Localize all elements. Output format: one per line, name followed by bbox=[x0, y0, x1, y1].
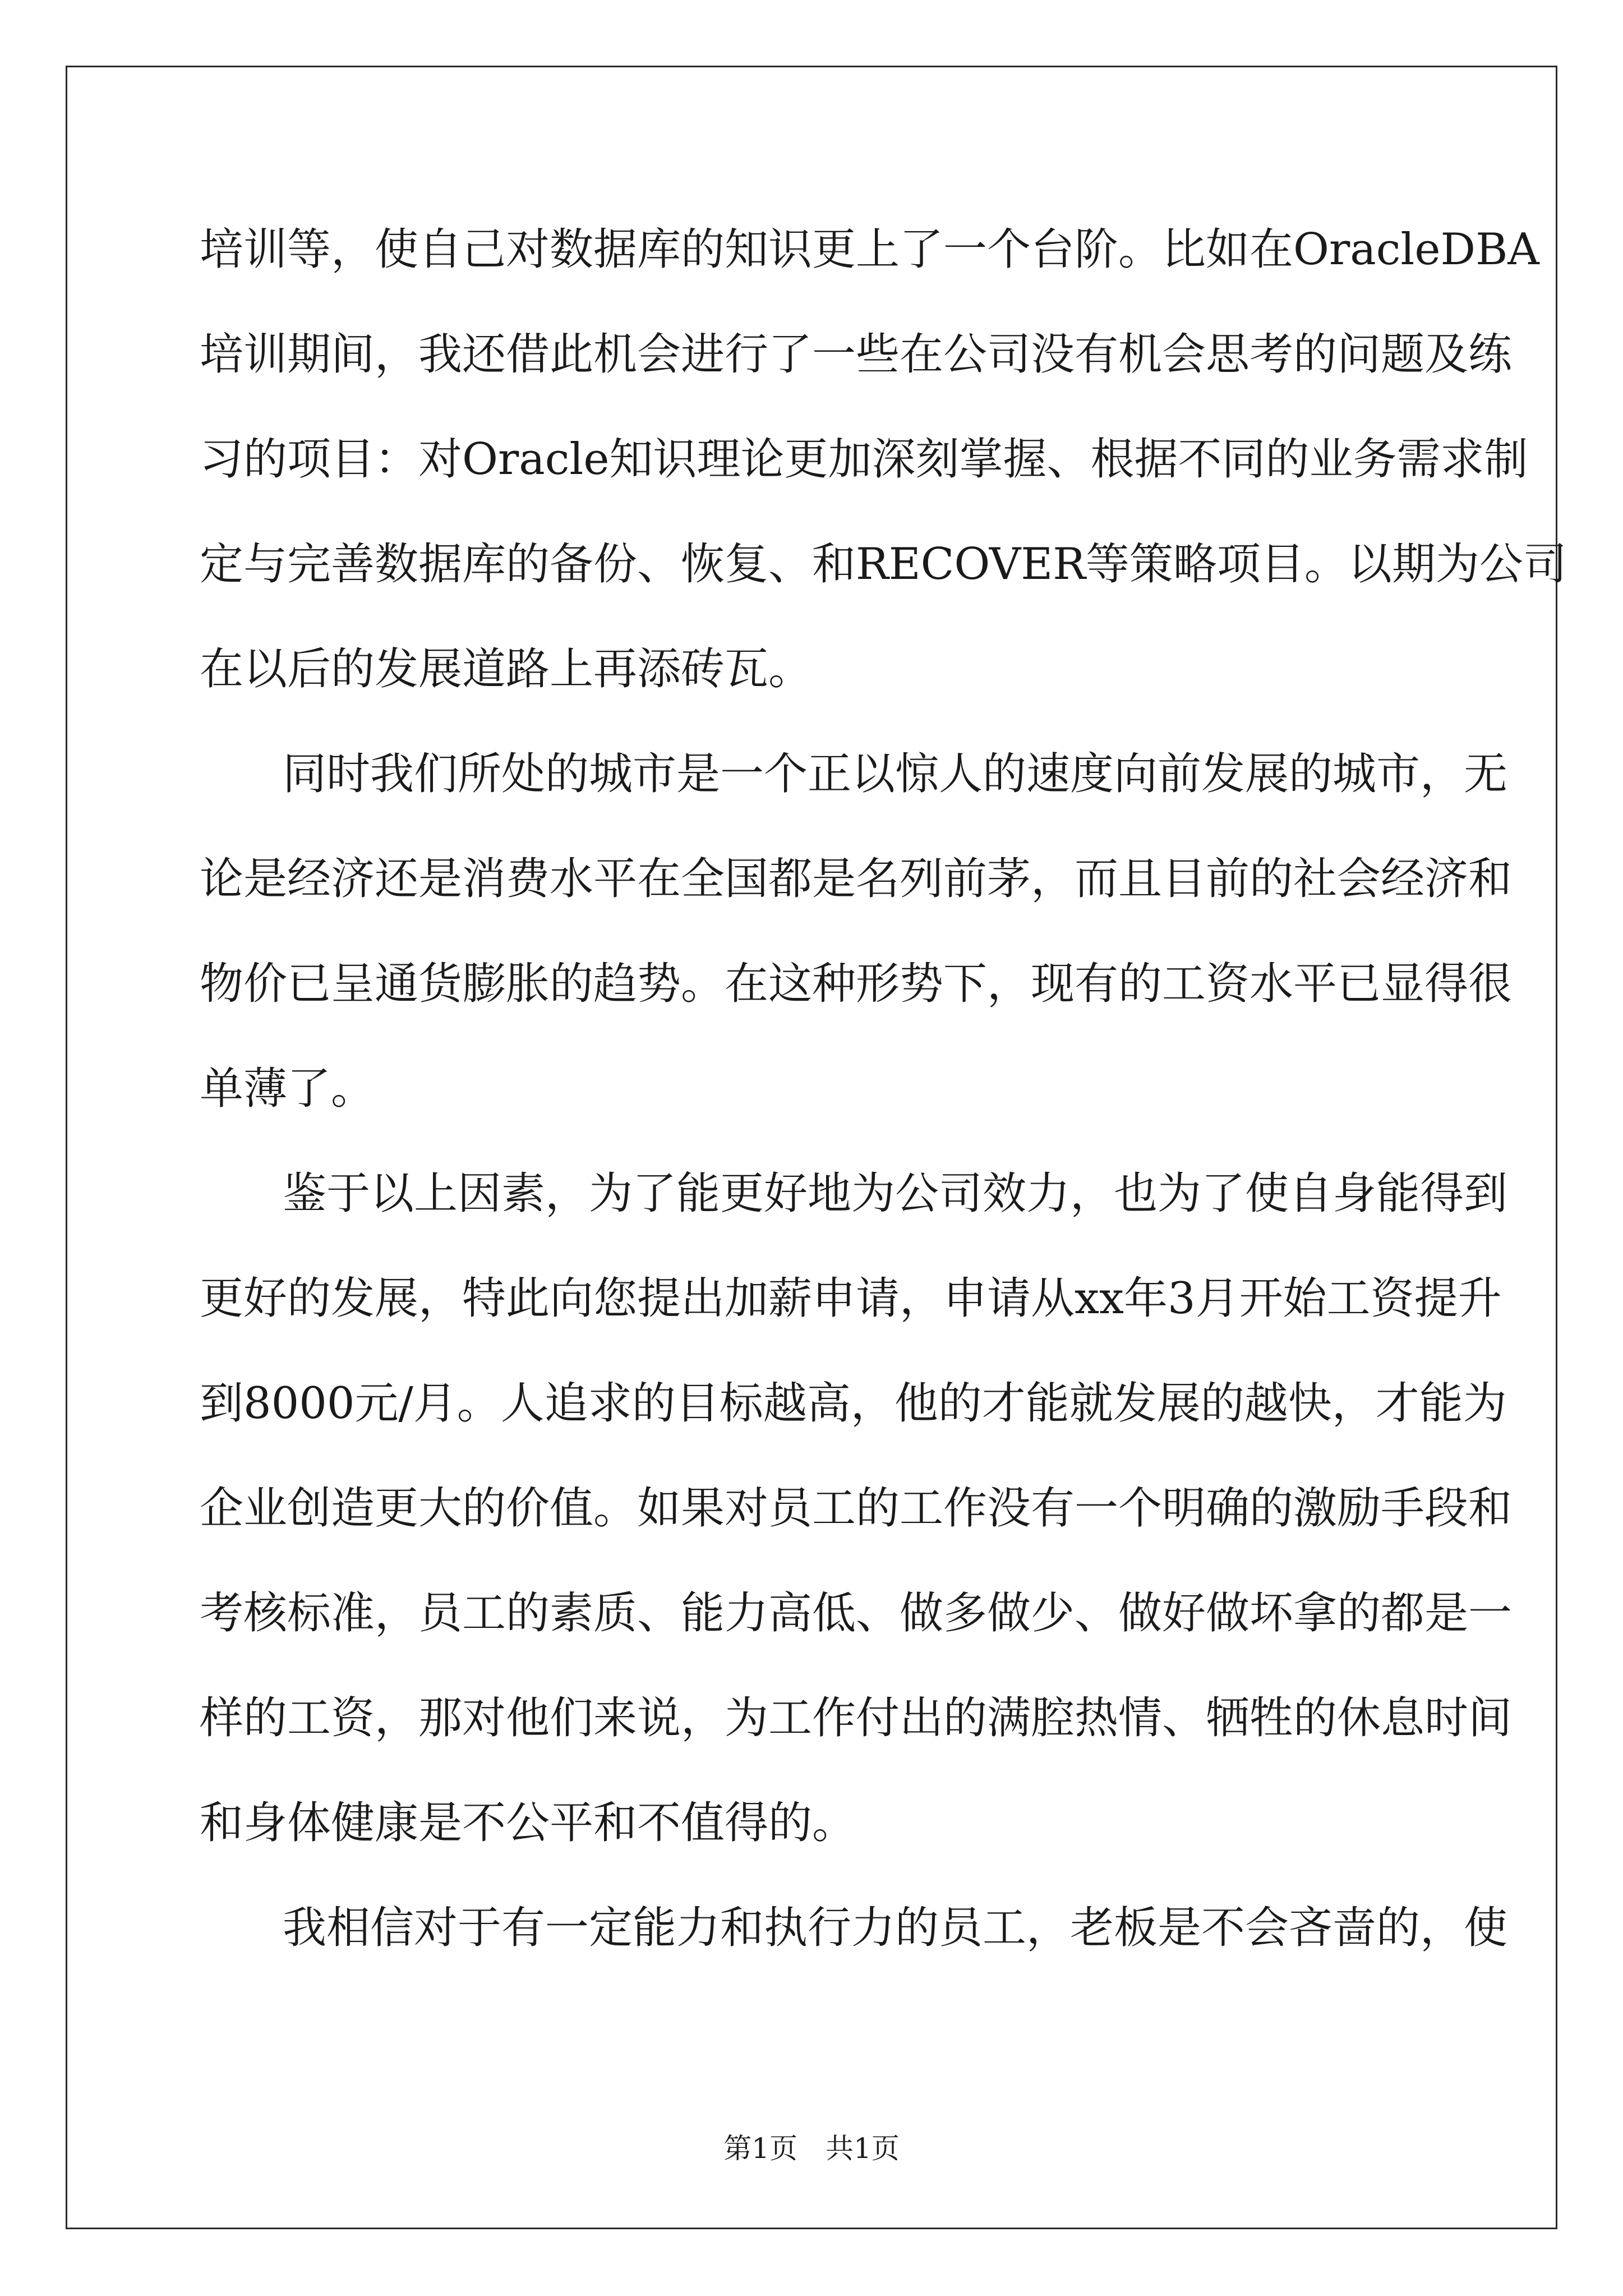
text-line: 鉴于以上因素，为了能更好地为公司效力，也为了使自身能得到 bbox=[283, 1168, 1508, 1219]
text-line: 单薄了。 bbox=[200, 1064, 375, 1114]
text-line: 我相信对于有一定能力和执行力的员工，老板是不会吝啬的，使 bbox=[283, 1903, 1508, 1953]
text-line: 在以后的发展道路上再添砖瓦。 bbox=[200, 644, 813, 694]
text-line: 和身体健康是不公平和不值得的。 bbox=[200, 1798, 856, 1848]
text-line: 同时我们所处的城市是一个正以惊人的速度向前发展的城市，无 bbox=[283, 749, 1508, 799]
text-line: 样的工资，那对他们来说，为工作付出的满腔热情、牺牲的休息时间 bbox=[200, 1693, 1513, 1743]
text-line: 论是经济还是消费水平在全国都是名列前茅，而且目前的社会经济和 bbox=[200, 854, 1513, 904]
text-line: 物价已呈通货膨胀的趋势。在这种形势下，现有的工资水平已显得很 bbox=[200, 959, 1513, 1009]
text-line: 定与完善数据库的备份、恢复、和RECOVER等策略项目。以期为公司 bbox=[200, 539, 1567, 590]
document-body bbox=[200, 219, 1567, 2002]
text-line: 更好的发展，特此向您提出加薪申请，申请从xx年3月开始工资提升 bbox=[200, 1273, 1502, 1324]
text-line: 习的项目：对Oracle知识理论更加深刻掌握、根据不同的业务需求制 bbox=[200, 434, 1528, 485]
text-line: 到8000元/月。人追求的目标越高，他的才能就发展的越快，才能为 bbox=[200, 1378, 1507, 1429]
page-footer: 第1页 共1页 bbox=[723, 2132, 900, 2165]
text-line: 培训期间，我还借此机会进行了一些在公司没有机会思考的问题及练 bbox=[200, 329, 1513, 380]
text-line: 培训等，使自己对数据库的知识更上了一个台阶。比如在OracleDBA bbox=[200, 224, 1539, 275]
text-line: 考核标准，员工的素质、能力高低、做多做少、做好做坏拿的都是一 bbox=[200, 1588, 1513, 1639]
text-line: 企业创造更大的价值。如果对员工的工作没有一个明确的激励手段和 bbox=[200, 1483, 1513, 1534]
